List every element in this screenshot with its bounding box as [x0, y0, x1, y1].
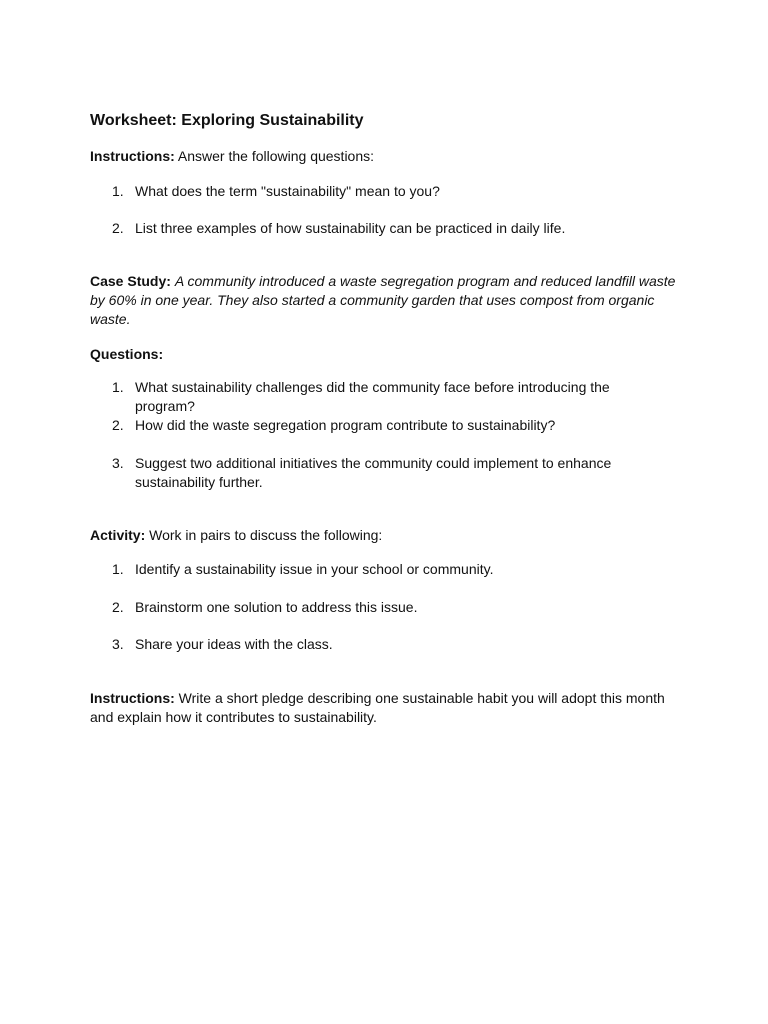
closing-text: Write a short pledge describing one sustainable habit you will adopt this month and explain how it contributes to sustainability. [90, 690, 665, 725]
activity-item [112, 635, 672, 654]
list-number: 2. [112, 417, 124, 433]
list-text: How did the waste segregation program contribute to sustainability? [135, 417, 556, 433]
worksheet-title: Worksheet: Exploring Sustainability [90, 112, 364, 129]
question-item [112, 454, 672, 492]
list-text: What sustainability challenges did the community face before introducing the program? [135, 379, 610, 414]
intro-instructions-text: Answer the following questions: [177, 148, 375, 164]
questions-heading: Questions: [90, 346, 164, 362]
intro-instructions [90, 147, 680, 166]
intro-instructions-label: Instructions: [90, 148, 175, 164]
case-study-text: A community introduced a waste segregation program and reduced landfill waste by 60% in one year. They also started a community garden that uses compost from organic waste. [90, 273, 676, 327]
list-text: Identify a sustainability issue in your school or community. [135, 561, 494, 577]
intro-question-item [112, 219, 672, 238]
intro-question-item [112, 182, 672, 201]
activity-text: Work in pairs to discuss the following: [149, 527, 383, 543]
activity-instructions [90, 526, 680, 545]
list-number: 1. [112, 183, 124, 199]
closing-label: Instructions: [90, 690, 175, 706]
list-text: Suggest two additional initiatives the community could implement to enhance sustainability further. [135, 455, 612, 490]
question-item [112, 378, 672, 416]
activity-item [112, 560, 672, 579]
list-text: Brainstorm one solution to address this issue. [135, 599, 418, 615]
activity-label: Activity: [90, 527, 146, 543]
list-number: 2. [112, 220, 124, 236]
list-text: List three examples of how sustainability can be practiced in daily life. [135, 220, 566, 236]
case-study [90, 272, 680, 329]
question-item [112, 416, 672, 435]
list-number: 1. [112, 561, 124, 577]
activity-item [112, 598, 672, 617]
list-number: 1. [112, 379, 124, 395]
list-number: 3. [112, 636, 124, 652]
list-number: 3. [112, 455, 124, 471]
closing-instructions [90, 689, 680, 727]
list-text: Share your ideas with the class. [135, 636, 333, 652]
list-number: 2. [112, 599, 124, 615]
case-study-label: Case Study: [90, 273, 171, 289]
list-text: What does the term "sustainability" mean to you? [135, 183, 440, 199]
